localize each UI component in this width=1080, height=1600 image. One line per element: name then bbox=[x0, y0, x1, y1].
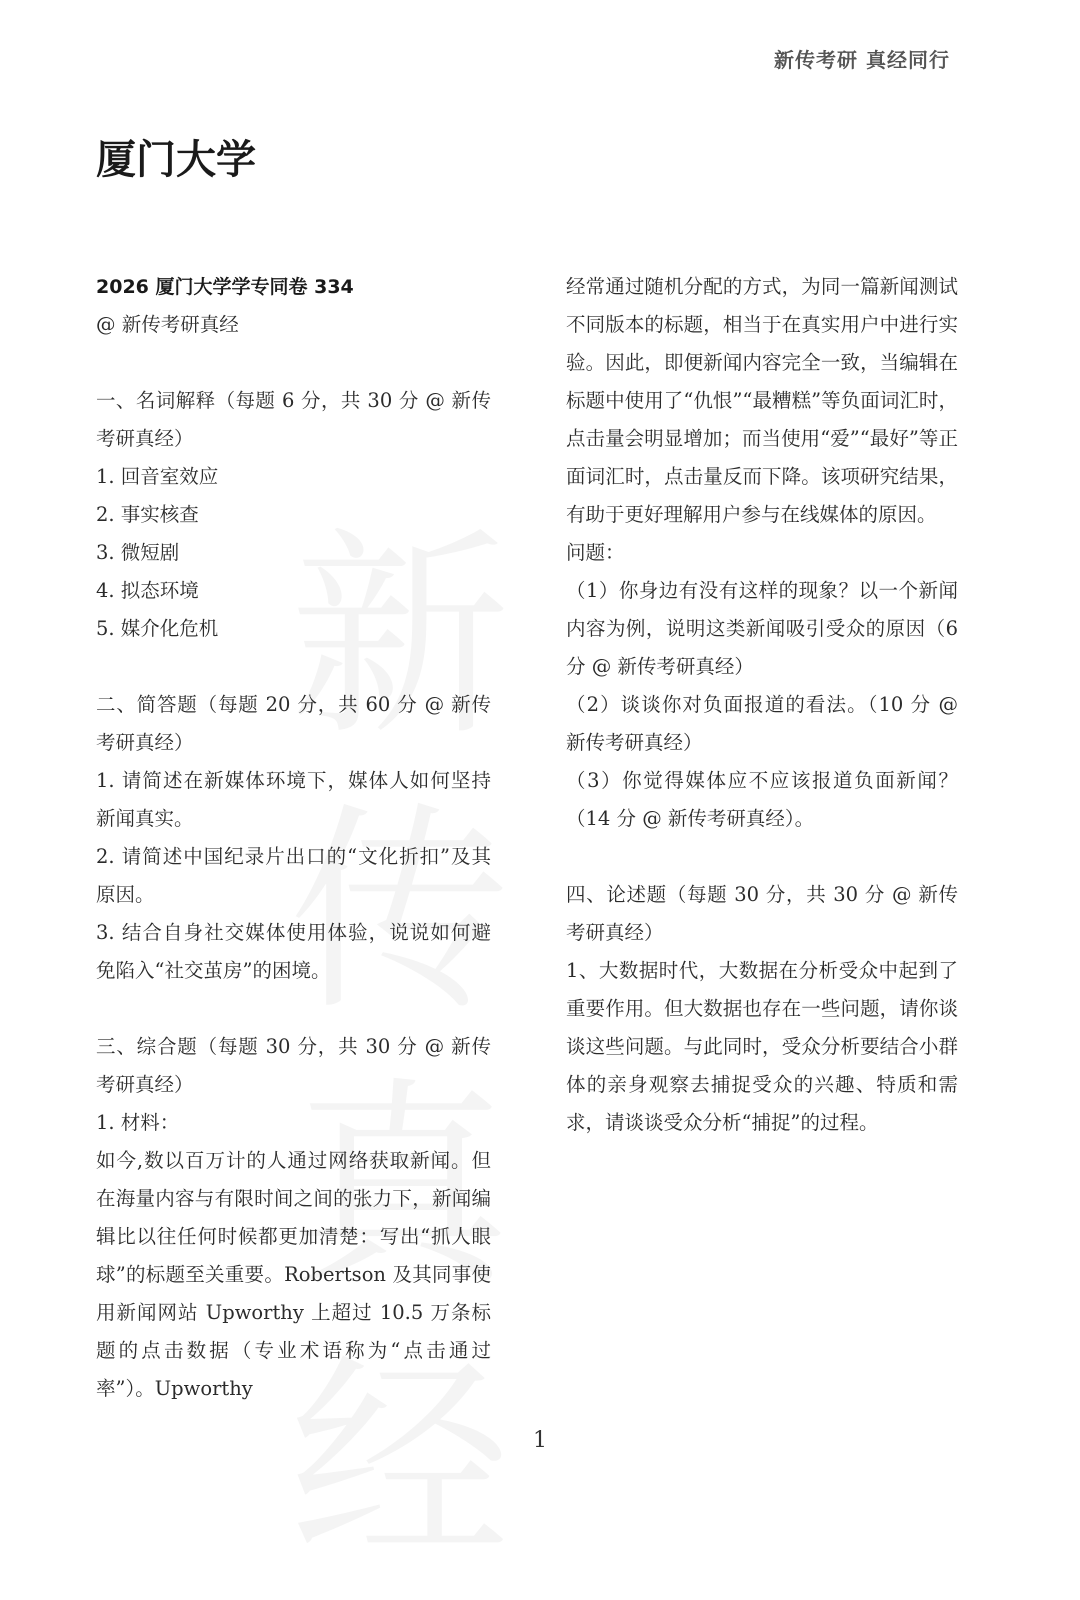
question-item: 3. 结合自身社交媒体使用体验，说说如何避免陷入“社交茧房”的困境。 bbox=[96, 921, 491, 982]
section-heading: 三、综合题（每题 30 分，共 30 分 @ 新传考研真经） bbox=[96, 1035, 491, 1096]
left-column bbox=[96, 268, 491, 1408]
section-heading: 一、名词解释（每题 6 分，共 30 分 @ 新传考研真经） bbox=[96, 389, 491, 450]
header-tagline: 新传考研 真经同行 bbox=[774, 48, 950, 72]
section-heading: 四、论述题（每题 30 分，共 30 分 @ 新传考研真经） bbox=[566, 883, 958, 944]
question-item: 5. 媒介化危机 bbox=[96, 617, 219, 640]
exam-heading: 2026 厦门大学学专同卷 334 bbox=[96, 276, 354, 298]
section-heading: 二、简答题（每题 20 分，共 60 分 @ 新传考研真经） bbox=[96, 693, 491, 754]
question-item: 1. 材料： bbox=[96, 1111, 180, 1134]
question-item: （1）你身边有没有这样的现象？以一个新闻内容为例，说明这类新闻吸引受众的原因（6 分 @ 新传考研真经） bbox=[566, 579, 958, 678]
source-tag: @ 新传考研真经 bbox=[96, 313, 239, 336]
question-item: （2）谈谈你对负面报道的看法。（10 分 @ 新传考研真经） bbox=[566, 693, 958, 754]
question-item: 2. 请简述中国纪录片出口的“文化折扣”及其原因。 bbox=[96, 845, 491, 906]
question-item: 4. 拟态环境 bbox=[96, 579, 199, 602]
material-text: 经常通过随机分配的方式，为同一篇新闻测试不同版本的标题，相当于在真实用户中进行实验。因此，即便新闻内容完全一致，当编辑在标题中使用了“仇恨”“最糟糕”等负面词汇时，点击量会明显增加；而当使用“爱”“最好”等正面词汇时，点击量反而下降。该项研究结果，有助于更好理解用户参与在线媒体的原因。 bbox=[566, 275, 958, 526]
question-item: 2. 事实核查 bbox=[96, 503, 199, 526]
page-title: 厦门大学 bbox=[96, 137, 256, 183]
questions-label: 问题： bbox=[566, 541, 625, 564]
question-item: 3. 微短剧 bbox=[96, 541, 180, 564]
question-item: 1. 回音室效应 bbox=[96, 465, 219, 488]
material-text: 如今,数以百万计的人通过网络获取新闻。但在海量内容与有限时间之间的张力下，新闻编辑比以往任何时候都更加清楚：写出“抓人眼球”的标题至关重要。Robertson 及其同事使用新闻网站 Upworthy 上超过 10.5 万条标题的点击数据（专业术语称为“点击通过率”）。Upworthy bbox=[96, 1149, 491, 1400]
question-item: （3）你觉得媒体应不应该报道负面新闻？（14 分 @ 新传考研真经）。 bbox=[566, 769, 958, 830]
question-item: 1、大数据时代，大数据在分析受众中起到了重要作用。但大数据也存在一些问题，请你谈谈这些问题。与此同时，受众分析要结合小群体的亲身观察去捕捉受众的兴趣、特质和需求，请谈谈受众分析“捕捉”的过程。 bbox=[566, 959, 958, 1134]
page-number: 1 bbox=[533, 1428, 547, 1453]
right-column bbox=[566, 268, 958, 1142]
question-item: 1. 请简述在新媒体环境下，媒体人如何坚持新闻真实。 bbox=[96, 769, 491, 830]
